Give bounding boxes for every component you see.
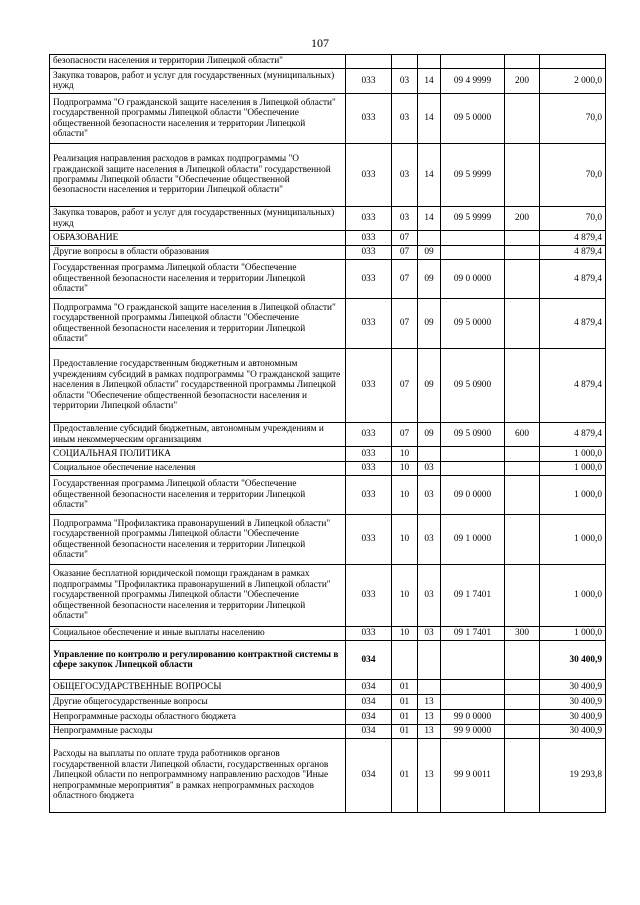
table-row xyxy=(50,641,606,680)
cell-section: 10 xyxy=(392,447,418,462)
cell-expense-type xyxy=(505,641,540,680)
cell-name: Оказание бесплатной юридической помощи гражданам в рамках подпрограммы "Профилактика правонарушений в Липецкой области" государственной программы Липецкой области "Обеспечение общественной безопасности населения и территории Липецкой области" xyxy=(50,565,346,627)
cell-amount: 4 879,4 xyxy=(540,423,606,447)
cell-target-article: 09 1 7401 xyxy=(441,627,505,641)
cell-section: 07 xyxy=(392,246,418,260)
cell-section: 07 xyxy=(392,423,418,447)
cell-section: 10 xyxy=(392,627,418,641)
cell-name: Реализация направления расходов в рамках подпрограммы "О гражданской защите населения в Липецкой области" государственной программы Липецкой области "Обеспечение общественной безопасности населения и территории Липецкой области" xyxy=(50,144,346,207)
cell-target-article: 09 5 9999 xyxy=(441,207,505,231)
cell-ministry-code: 033 xyxy=(346,144,392,207)
cell-name: Предоставление субсидий бюджетным, автономным учреждениям и иным некоммерческим организациям xyxy=(50,423,346,447)
table-row xyxy=(50,94,606,144)
cell-target-article: 09 1 0000 xyxy=(441,515,505,565)
cell-amount: 2 000,0 xyxy=(540,69,606,94)
cell-name: Социальное обеспечение населения xyxy=(50,462,346,476)
cell-name: Другие общегосударственные вопросы xyxy=(50,695,346,710)
cell-section: 03 xyxy=(392,207,418,231)
cell-section: 03 xyxy=(392,144,418,207)
cell-expense-type xyxy=(505,515,540,565)
cell-name: ОБЩЕГОСУДАРСТВЕННЫЕ ВОПРОСЫ xyxy=(50,680,346,695)
cell-expense-type xyxy=(505,476,540,515)
cell-name: Подпрограмма "О гражданской защите населения в Липецкой области" государственной программы Липецкой области "Обеспечение общественной безопасности населения и территории Липецкой области" xyxy=(50,299,346,349)
cell-expense-type xyxy=(505,144,540,207)
cell-expense-type: 300 xyxy=(505,627,540,641)
cell-ministry-code: 033 xyxy=(346,423,392,447)
cell-subsection: 14 xyxy=(418,94,441,144)
cell-expense-type xyxy=(505,447,540,462)
cell-ministry-code: 033 xyxy=(346,69,392,94)
table-row xyxy=(50,447,606,462)
cell-expense-type xyxy=(505,739,540,813)
cell-target-article: 99 9 0000 xyxy=(441,725,505,739)
cell-expense-type: 200 xyxy=(505,207,540,231)
cell-amount: 19 293,8 xyxy=(540,739,606,813)
cell-target-article xyxy=(441,462,505,476)
cell-subsection: 03 xyxy=(418,627,441,641)
cell-section: 01 xyxy=(392,695,418,710)
cell-amount: 4 879,4 xyxy=(540,349,606,423)
cell-subsection xyxy=(418,231,441,246)
table-row xyxy=(50,69,606,94)
cell-expense-type xyxy=(505,231,540,246)
page-number: 107 xyxy=(311,36,329,50)
cell-amount: 70,0 xyxy=(540,207,606,231)
cell-target-article xyxy=(441,447,505,462)
cell-subsection: 13 xyxy=(418,739,441,813)
cell-name: СОЦИАЛЬНАЯ ПОЛИТИКА xyxy=(50,447,346,462)
cell-amount: 4 879,4 xyxy=(540,231,606,246)
cell-amount: 30 400,9 xyxy=(540,695,606,710)
cell-ministry-code: 033 xyxy=(346,462,392,476)
cell-amount: 1 000,0 xyxy=(540,462,606,476)
cell-ministry-code: 033 xyxy=(346,349,392,423)
cell-expense-type: 600 xyxy=(505,423,540,447)
table-row xyxy=(50,349,606,423)
cell-target-article: 09 1 7401 xyxy=(441,565,505,627)
cell-name: Государственная программа Липецкой области "Обеспечение общественной безопасности населения и территории Липецкой области" xyxy=(50,476,346,515)
cell-amount: 70,0 xyxy=(540,94,606,144)
cell-target-article: 09 0 0000 xyxy=(441,476,505,515)
table-row xyxy=(50,207,606,231)
cell-expense-type xyxy=(505,349,540,423)
cell-amount: 1 000,0 xyxy=(540,627,606,641)
cell-subsection: 13 xyxy=(418,710,441,725)
cell-section: 10 xyxy=(392,565,418,627)
table-row xyxy=(50,423,606,447)
cell-target-article: 09 5 9999 xyxy=(441,144,505,207)
table-row xyxy=(50,462,606,476)
table-row xyxy=(50,476,606,515)
cell-name: Закупка товаров, работ и услуг для государственных (муниципальных) нужд xyxy=(50,69,346,94)
table-row xyxy=(50,246,606,260)
cell-subsection xyxy=(418,55,441,69)
cell-target-article: 09 4 9999 xyxy=(441,69,505,94)
cell-ministry-code: 034 xyxy=(346,695,392,710)
cell-ministry-code xyxy=(346,55,392,69)
table-row xyxy=(50,299,606,349)
cell-section: 03 xyxy=(392,94,418,144)
cell-section: 03 xyxy=(392,69,418,94)
cell-subsection: 14 xyxy=(418,207,441,231)
cell-subsection: 14 xyxy=(418,144,441,207)
cell-amount xyxy=(540,55,606,69)
cell-section: 01 xyxy=(392,710,418,725)
cell-amount: 4 879,4 xyxy=(540,260,606,299)
cell-amount: 1 000,0 xyxy=(540,515,606,565)
cell-ministry-code: 033 xyxy=(346,299,392,349)
table-row xyxy=(50,231,606,246)
cell-ministry-code: 033 xyxy=(346,627,392,641)
table-row xyxy=(50,680,606,695)
cell-ministry-code: 033 xyxy=(346,260,392,299)
cell-ministry-code: 033 xyxy=(346,447,392,462)
cell-target-article: 09 5 0000 xyxy=(441,299,505,349)
cell-amount: 1 000,0 xyxy=(540,476,606,515)
cell-section: 01 xyxy=(392,680,418,695)
cell-subsection: 09 xyxy=(418,423,441,447)
cell-target-article xyxy=(441,641,505,680)
table-row xyxy=(50,739,606,813)
cell-target-article xyxy=(441,246,505,260)
cell-target-article: 09 0 0000 xyxy=(441,260,505,299)
cell-target-article xyxy=(441,55,505,69)
cell-subsection: 13 xyxy=(418,695,441,710)
table-row xyxy=(50,695,606,710)
cell-name: Подпрограмма "О гражданской защите населения в Липецкой области" государственной программы Липецкой области "Обеспечение общественной безопасности населения и территории Липецкой области" xyxy=(50,94,346,144)
cell-amount: 1 000,0 xyxy=(540,447,606,462)
cell-expense-type xyxy=(505,695,540,710)
cell-subsection: 03 xyxy=(418,565,441,627)
cell-ministry-code: 033 xyxy=(346,207,392,231)
cell-section: 10 xyxy=(392,462,418,476)
cell-amount: 4 879,4 xyxy=(540,246,606,260)
cell-ministry-code: 034 xyxy=(346,725,392,739)
cell-subsection: 13 xyxy=(418,725,441,739)
cell-ministry-code: 033 xyxy=(346,94,392,144)
cell-name: Непрограммные расходы xyxy=(50,725,346,739)
table-row xyxy=(50,515,606,565)
table-row xyxy=(50,565,606,627)
cell-amount: 4 879,4 xyxy=(540,299,606,349)
cell-subsection: 09 xyxy=(418,260,441,299)
cell-name: Непрограммные расходы областного бюджета xyxy=(50,710,346,725)
cell-subsection: 09 xyxy=(418,299,441,349)
cell-expense-type xyxy=(505,710,540,725)
cell-amount: 30 400,9 xyxy=(540,641,606,680)
cell-name: Расходы на выплаты по оплате труда работников органов государственной власти Липецкой области, государственных органов Липецкой области по непрограммному направлению расходов "Иные непрограммные мероприятия" в рамках непрограммных расходов областного бюджета xyxy=(50,739,346,813)
cell-name: Подпрограмма "Профилактика правонарушений в Липецкой области" государственной программы Липецкой области "Обеспечение общественной безопасности населения и территории Липецкой области" xyxy=(50,515,346,565)
cell-expense-type xyxy=(505,55,540,69)
cell-target-article xyxy=(441,231,505,246)
cell-expense-type xyxy=(505,260,540,299)
cell-subsection: 09 xyxy=(418,349,441,423)
table-row xyxy=(50,725,606,739)
cell-subsection: 03 xyxy=(418,462,441,476)
cell-ministry-code: 033 xyxy=(346,565,392,627)
cell-ministry-code: 033 xyxy=(346,246,392,260)
cell-name: Управление по контролю и регулированию контрактной системы в сфере закупок Липецкой области xyxy=(50,641,346,680)
cell-expense-type xyxy=(505,94,540,144)
cell-target-article: 99 9 0011 xyxy=(441,739,505,813)
cell-ministry-code: 034 xyxy=(346,710,392,725)
cell-expense-type xyxy=(505,725,540,739)
cell-target-article: 09 5 0900 xyxy=(441,423,505,447)
cell-subsection: 09 xyxy=(418,246,441,260)
cell-target-article: 99 0 0000 xyxy=(441,710,505,725)
cell-section: 10 xyxy=(392,476,418,515)
table-row xyxy=(50,710,606,725)
cell-expense-type xyxy=(505,565,540,627)
cell-subsection xyxy=(418,680,441,695)
cell-name: безопасности населения и территории Липецкой области" xyxy=(50,55,346,69)
cell-subsection: 03 xyxy=(418,476,441,515)
cell-subsection xyxy=(418,641,441,680)
cell-name: Закупка товаров, работ и услуг для государственных (муниципальных) нужд xyxy=(50,207,346,231)
cell-amount: 30 400,9 xyxy=(540,680,606,695)
cell-name: ОБРАЗОВАНИЕ xyxy=(50,231,346,246)
cell-expense-type xyxy=(505,299,540,349)
cell-section: 01 xyxy=(392,739,418,813)
cell-ministry-code: 034 xyxy=(346,739,392,813)
cell-amount: 1 000,0 xyxy=(540,565,606,627)
cell-name: Государственная программа Липецкой области "Обеспечение общественной безопасности населения и территории Липецкой области" xyxy=(50,260,346,299)
cell-target-article: 09 5 0900 xyxy=(441,349,505,423)
cell-target-article xyxy=(441,680,505,695)
cell-name: Социальное обеспечение и иные выплаты населению xyxy=(50,627,346,641)
cell-amount: 70,0 xyxy=(540,144,606,207)
cell-name: Предоставление государственным бюджетным и автономным учреждениям субсидий в рамках подпрограммы "О гражданской защите населения в Липецкой области" государственной программы Липецкой области "Обеспечение общественной безопасности населения и территории Липецкой области" xyxy=(50,349,346,423)
cell-section xyxy=(392,55,418,69)
cell-section: 07 xyxy=(392,231,418,246)
cell-ministry-code: 033 xyxy=(346,515,392,565)
cell-expense-type xyxy=(505,680,540,695)
cell-expense-type xyxy=(505,246,540,260)
table-row xyxy=(50,260,606,299)
cell-section: 10 xyxy=(392,515,418,565)
cell-subsection: 14 xyxy=(418,69,441,94)
cell-subsection: 03 xyxy=(418,515,441,565)
cell-expense-type: 200 xyxy=(505,69,540,94)
cell-name: Другие вопросы в области образования xyxy=(50,246,346,260)
cell-ministry-code: 033 xyxy=(346,231,392,246)
table-row xyxy=(50,627,606,641)
cell-section: 07 xyxy=(392,299,418,349)
cell-expense-type xyxy=(505,462,540,476)
cell-amount: 30 400,9 xyxy=(540,710,606,725)
cell-section: 07 xyxy=(392,260,418,299)
cell-section: 07 xyxy=(392,349,418,423)
cell-target-article: 09 5 0000 xyxy=(441,94,505,144)
cell-ministry-code: 034 xyxy=(346,641,392,680)
cell-ministry-code: 034 xyxy=(346,680,392,695)
cell-target-article xyxy=(441,695,505,710)
budget-table xyxy=(49,54,606,813)
table-row xyxy=(50,55,606,69)
cell-amount: 30 400,9 xyxy=(540,725,606,739)
cell-section: 01 xyxy=(392,725,418,739)
cell-ministry-code: 033 xyxy=(346,476,392,515)
cell-subsection xyxy=(418,447,441,462)
table-row xyxy=(50,144,606,207)
cell-section xyxy=(392,641,418,680)
